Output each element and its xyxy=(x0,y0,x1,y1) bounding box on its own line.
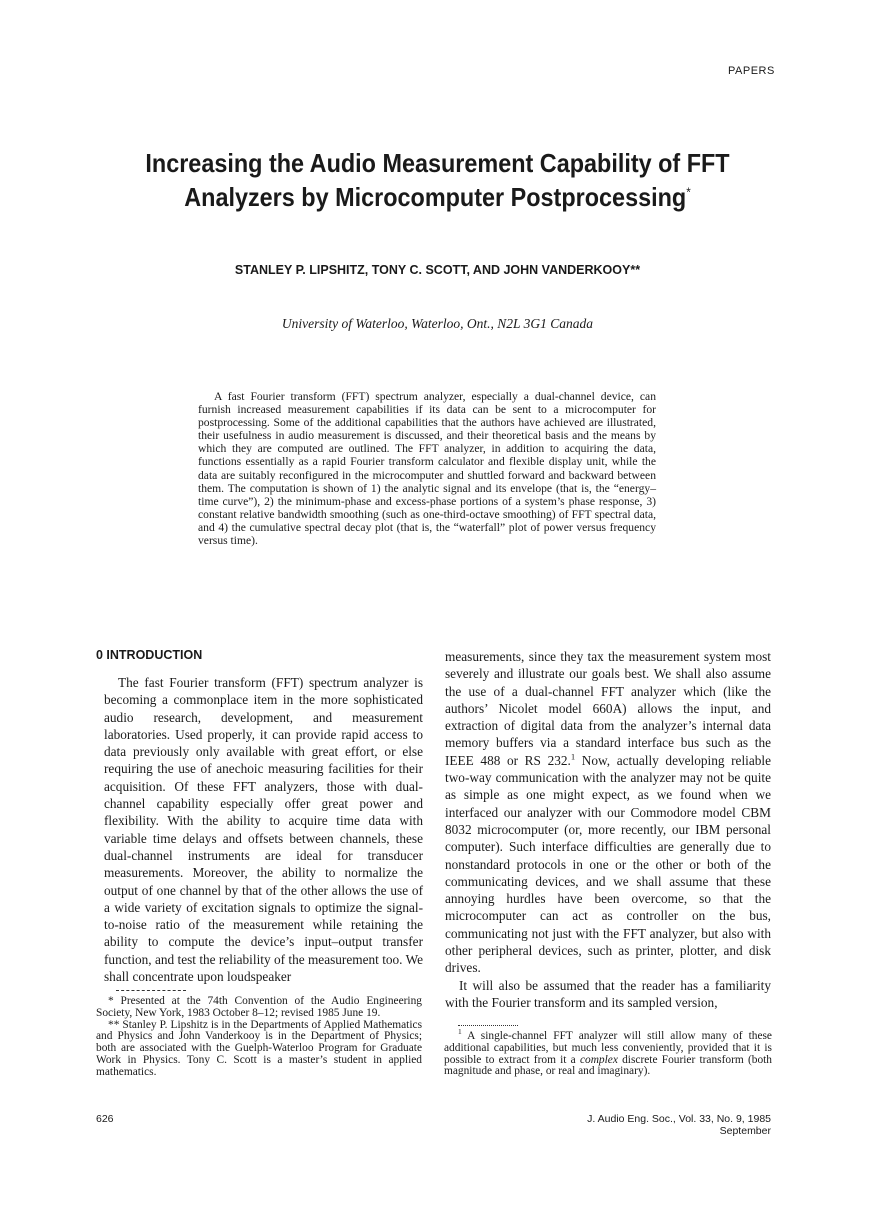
author-list: STANLEY P. LIPSHITZ, TONY C. SCOTT, AND JOHN VANDERKOOY** xyxy=(234,263,641,277)
footnote-rule-left xyxy=(116,990,186,991)
body-paragraph-right-2: It will also be assumed that the reader has a familiarity with the Fourier transform and its sampled version, xyxy=(445,977,771,1010)
footnote-ref-1: 1 xyxy=(570,751,576,762)
footnote-presented: * Presented at the 74th Convention of the Audio Engineering Society, New York, 1983 October 8–12; revised 1985 June 19. xyxy=(96,995,422,1019)
footnotes-right xyxy=(444,1027,773,1078)
title-line-2: Analyzers by Microcomputer Postprocessing* xyxy=(184,182,691,212)
title-footnote-mark: * xyxy=(686,184,691,200)
title-line-1: Increasing the Audio Measurement Capability of FFT xyxy=(145,148,730,178)
affiliation: University of Waterloo, Waterloo, Ont., N2L 3G1 Canada xyxy=(281,316,594,331)
body-paragraph-left: The fast Fourier transform (FFT) spectrum analyzer is becoming a commonplace item in the more sophisticated audio research, development, and measurement laboratories. Used properly, it can provide rapid access to data previously only available with great effort, or else requiring the use of anechoic measuring facilities for their acquisition. Of these FFT analyzers, those with dual-channel capability especially offer great power and flexibility. With the ability to acquire time data with variable time delays and offsets between channels, these dual-channel instruments are ideal for transducer measurements. Moreover, the ability to normalize the output of one channel by that of the other allows the use of a wide variety of excitation signals to optimize the signal-to-noise ratio of the measurement while retaining the ability to compute the device’s input–output transfer function, and test the reliability of the measurement too. We shall concentrate upon loudspeaker xyxy=(104,675,423,985)
body-paragraph-right-1: measurements, since they tax the measurement system most severely and illustrate our goals best. We shall also assume the use of a dual-channel FFT analyzer which (like the authors’ Nicolet model 660A) allows the input, and extraction of digital data from the analyzer’s internal data memory buffers via a standard interface bus such as the IEEE 488 or RS 232.$^1$ Now, actually developing reliable two-way communication with the analyzer may not be quite as simple as one might expect, as we found when we interfaced our analyzer with our Commodore model CBM 8032 microcomputer (or, more recently, our IBM personal computer). Such interface difficulties are generally due to nonstandard protocols in one or the other or both of the communicating devices, and we shall assume that these annoying hurdles have been overcome, so that the microcomputer can act as controller on the bus, communicating not just with the FFT analyzer, but also with other peripheral devices, such as printer, plotter, and disk drives. xyxy=(445,649,771,976)
paper-title xyxy=(98,146,778,214)
journal-reference: J. Audio Eng. Soc., Vol. 33, No. 9, 1985 September xyxy=(587,1113,771,1137)
footnote-rule-right xyxy=(458,1025,518,1026)
abstract: A fast Fourier transform (FFT) spectrum analyzer, especially a dual-channel device, can furnish increased measurement capabilities if its data can be sent to a microcomputer for postprocessing. Some of the additional capabilities that the authors have achieved are illustrated, their usefulness in audio measurement is discussed, and their theoretical basis and the means by which they are computed are outlined. The FFT analyzer, in addition to acquiring the data, functions essentially as a rapid Fourier transform calculator and flexible display unit, while the data are suitably reconfigured in the microcomputer and shuttled forward and backward between them. The computation is shown of 1) the analytic signal and its envelope (that is, the “energy–time curve”), 2) the minimum-phase and excess-phase portions of a system’s phase response, 3) constant relative bandwidth smoothing (such as one-third-octave smoothing) of FFT spectral data, and 4) the cumulative spectral decay plot (that is, the “waterfall” plot of power versus frequency versus time). xyxy=(198,390,656,548)
section-heading: 0 INTRODUCTION xyxy=(96,648,203,662)
footnote-1: $^1$ A single-channel FFT analyzer will still allow many of these additional capabilities, but much less conveniently, provided that it is possible to extract from it a complex discrete Fourier transform (both magnitude and phase, or real and imaginary). xyxy=(444,1027,773,1078)
running-header: PAPERS xyxy=(728,65,775,77)
footnotes-left xyxy=(96,996,422,1079)
footnote-authors: ** Stanley P. Lipshitz is in the Departments of Applied Mathematics and Physics and John Vanderkooy is in the Department of Physics; both are associated with the Guelph-Waterloo Program for Graduate Work in Physics. Tony C. Scott is a master’s student in applied mathematics. xyxy=(96,1018,422,1078)
page-number: 626 xyxy=(96,1113,114,1125)
body-column-right xyxy=(445,648,771,1011)
